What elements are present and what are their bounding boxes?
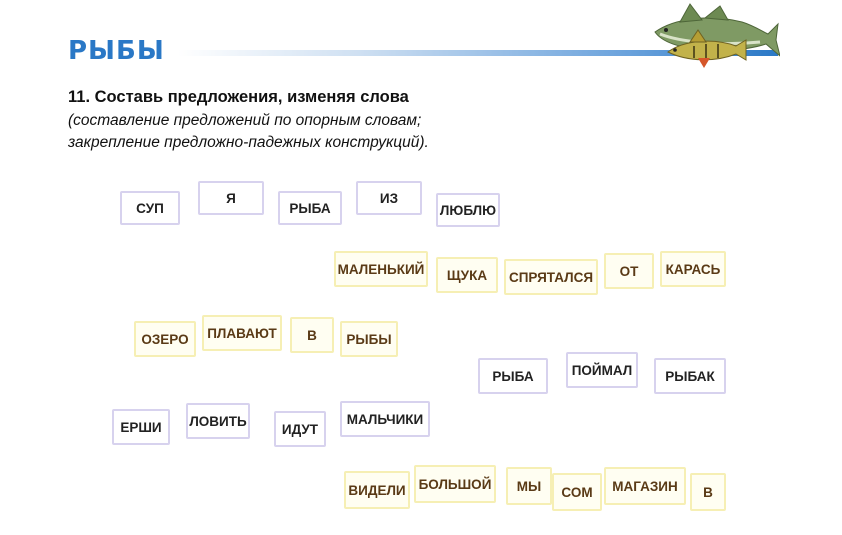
word-card-magazin[interactable]: МАГАЗИН — [604, 467, 686, 505]
word-card-v[interactable]: В — [290, 317, 334, 353]
word-card-sup[interactable]: СУП — [120, 191, 180, 225]
word-card-ozero[interactable]: ОЗЕРО — [134, 321, 196, 357]
word-card-lyublyu[interactable]: ЛЮБЛЮ — [436, 193, 500, 227]
word-card-ryby[interactable]: РЫБЫ — [340, 321, 398, 357]
word-card-malenkiy[interactable]: МАЛЕНЬКИЙ — [334, 251, 428, 287]
word-card-karas[interactable]: КАРАСЬ — [660, 251, 726, 287]
word-card-idut[interactable]: ИДУТ — [274, 411, 326, 447]
task-subtitle-line-1: (составление предложений по опорным словам; — [68, 112, 422, 129]
task-subtitle-line-2: закрепление предложно-падежных конструкций). — [68, 134, 429, 151]
word-card-iz[interactable]: ИЗ — [356, 181, 422, 215]
page-title: РЫБЫ — [68, 36, 165, 66]
word-card-ryba-2[interactable]: РЫБА — [478, 358, 548, 394]
word-card-poymal[interactable]: ПОЙМАЛ — [566, 352, 638, 388]
word-card-lovit[interactable]: ЛОВИТЬ — [186, 403, 250, 439]
word-card-ryba[interactable]: РЫБА — [278, 191, 342, 225]
fish-illustration-icon — [650, 0, 780, 75]
word-card-malchiki[interactable]: МАЛЬЧИКИ — [340, 401, 430, 437]
word-card-bolshoy[interactable]: БОЛЬШОЙ — [414, 465, 496, 503]
word-card-som[interactable]: СОМ — [552, 473, 602, 511]
word-card-plavayut[interactable]: ПЛАВАЮТ — [202, 315, 282, 351]
word-card-v-2[interactable]: В — [690, 473, 726, 511]
word-card-ot[interactable]: ОТ — [604, 253, 654, 289]
word-card-my[interactable]: МЫ — [506, 467, 552, 505]
task-heading: 11. Составь предложения, изменяя слова — [68, 88, 409, 106]
word-card-videli[interactable]: ВИДЕЛИ — [344, 471, 410, 509]
task-subtitle — [68, 110, 429, 154]
word-card-shchuka[interactable]: ЩУКА — [436, 257, 498, 293]
word-card-yershi[interactable]: ЕРШИ — [112, 409, 170, 445]
word-card-spryatalsya[interactable]: СПРЯТАЛСЯ — [504, 259, 598, 295]
word-card-rybak[interactable]: РЫБАК — [654, 358, 726, 394]
word-card-ya[interactable]: Я — [198, 181, 264, 215]
